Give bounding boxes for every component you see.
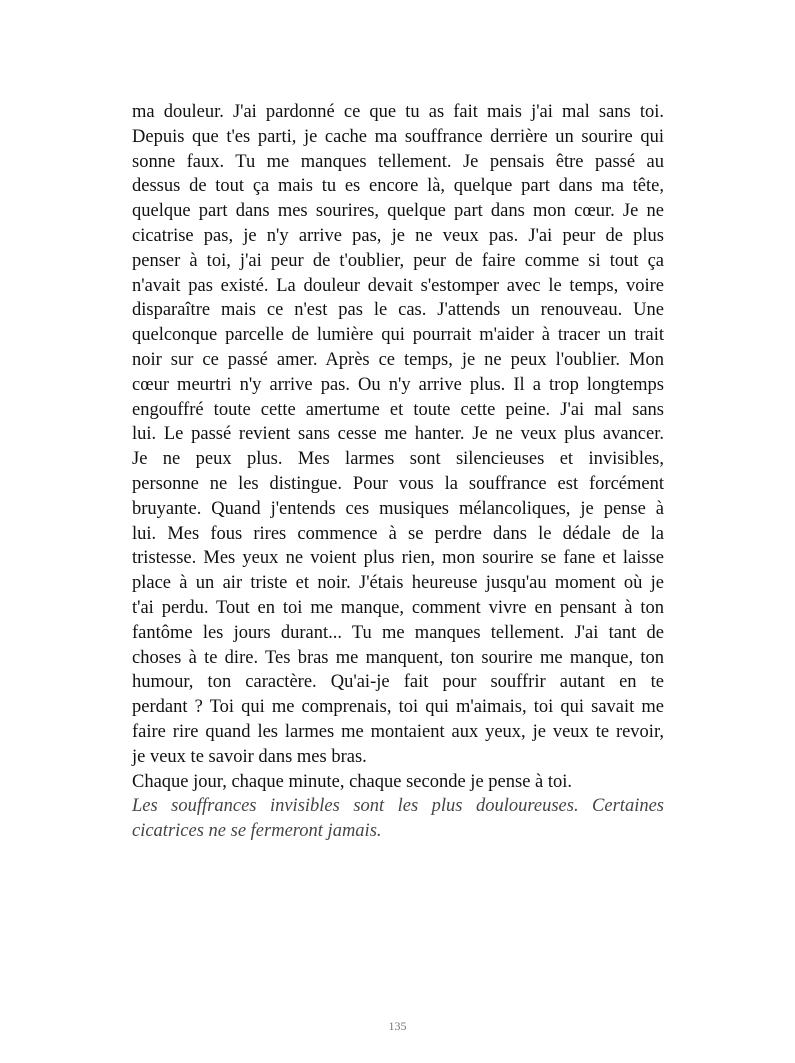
text-line: quelque part dans mes sourires, quelque part dans mon cœur. Je ne [132,201,664,222]
text-line: bruyante. Quand j'entends ces musiques mélancoliques, je pense à [132,498,664,519]
text-line: t'ai perdu. Tout en toi me manque, comment vivre en pensant à ton [132,597,664,618]
body-text [132,100,664,844]
text-line: tristesse. Mes yeux ne voient plus rien, mon sourire se fane et laisse [132,548,664,569]
text-line: place à un air triste et noir. J'étais heureuse jusqu'au moment où je [132,573,664,594]
text-line: personne ne les distingue. Pour vous la souffrance est forcément [132,473,664,494]
text-line: sonne faux. Tu me manques tellement. Je pensais être passé au [132,151,664,172]
text-line: Je ne peux plus. Mes larmes sont silencieuses et invisibles, [132,449,664,470]
text-line: perdant ? Toi qui me comprenais, toi qui m'aimais, toi qui savait me [132,697,664,718]
text-line: fantôme les jours durant... Tu me manques tellement. J'ai tant de [132,622,664,643]
text-line: penser à toi, j'ai peur de t'oublier, peur de faire comme si tout ça [132,250,664,271]
text-line: lui. Mes fous rires commence à se perdre dans le dédale de la [132,523,664,544]
quote-line: cicatrices ne se fermeront jamais. [132,821,382,842]
text-line: cœur meurtri n'y arrive pas. Ou n'y arrive plus. Il a trop longtemps [132,374,664,395]
text-line: quelconque parcelle de lumière qui pourrait m'aider à tracer un trait [132,325,664,346]
text-line: humour, ton caractère. Qu'ai-je fait pour souffrir autant en te [132,672,664,693]
page-number: 135 [388,1019,407,1033]
text-line: cicatrise pas, je n'y arrive pas, je ne veux pas. J'ai peur de plus [132,225,664,246]
quote-line: Les souffrances invisibles sont les plus douloureuses. Certaines [132,796,664,817]
text-line: dessus de tout ça mais tu es encore là, quelque part dans ma tête, [132,176,664,197]
text-line: faire rire quand les larmes me montaient aux yeux, je veux te revoir, [132,721,664,742]
text-line: disparaître mais ce n'est pas le cas. J'attends un renouveau. Une [132,300,664,321]
text-line: Chaque jour, chaque minute, chaque seconde je pense à toi. [132,771,573,792]
text-line: n'avait pas existé. La douleur devait s'estomper avec le temps, voire [132,275,664,296]
text-line: Depuis que t'es parti, je cache ma souffrance derrière un sourire qui [132,126,664,147]
text-line: ma douleur. J'ai pardonné ce que tu as fait mais j'ai mal sans toi. [132,102,664,122]
closing-quote [132,794,664,844]
text-line: engouffré toute cette amertume et toute cette peine. J'ai mal sans [132,399,664,420]
text-line: lui. Le passé revient sans cesse me hanter. Je ne veux plus avancer. [132,424,664,445]
text-line: noir sur ce passé amer. Après ce temps, je ne peux l'oublier. Mon [132,349,664,370]
text-line: choses à te dire. Tes bras me manquent, ton sourire me manque, ton [132,647,664,668]
text-line: je veux te savoir dans mes bras. [132,746,367,767]
